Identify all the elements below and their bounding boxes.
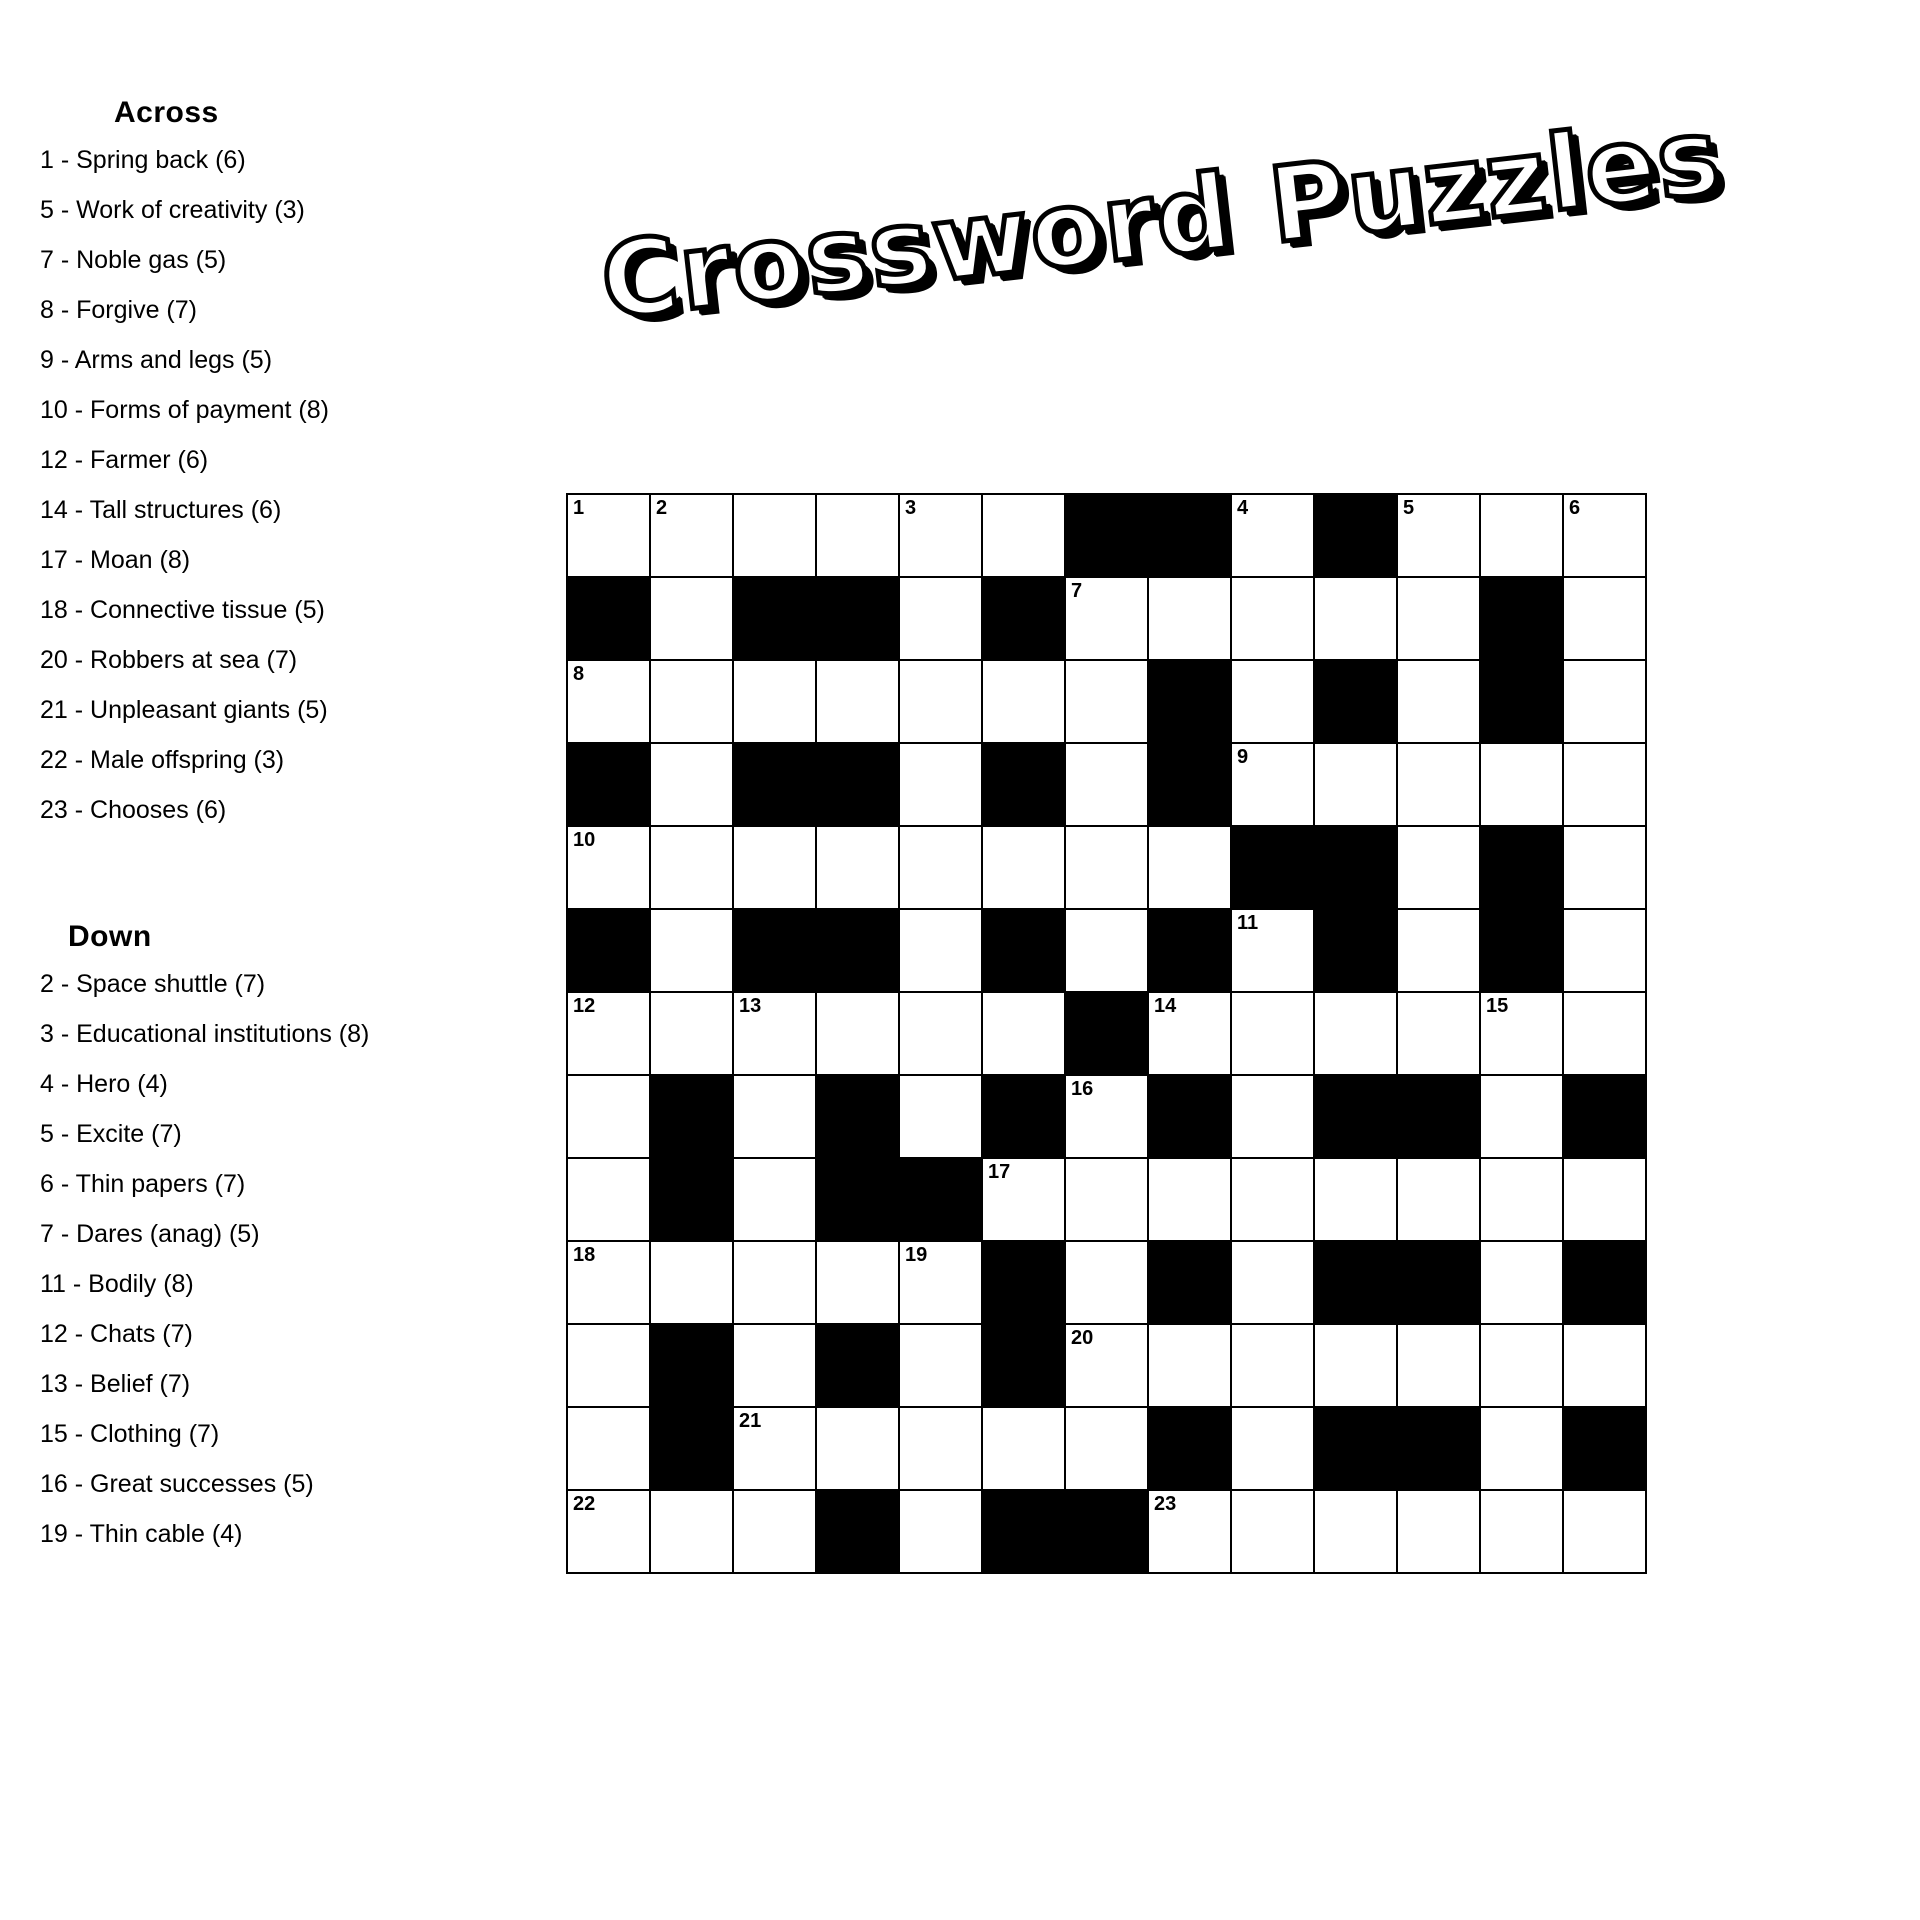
grid-block-cell <box>1480 826 1563 909</box>
grid-cell[interactable] <box>1065 660 1148 743</box>
grid-cell[interactable] <box>650 1490 733 1573</box>
grid-cell[interactable] <box>899 1407 982 1490</box>
crossword-grid[interactable] <box>566 493 1647 1574</box>
grid-row <box>567 1490 1646 1573</box>
grid-cell[interactable] <box>899 660 982 743</box>
grid-cell[interactable] <box>1314 1158 1397 1241</box>
grid-cell[interactable] <box>650 577 733 660</box>
cell-number: 18 <box>573 1244 596 1266</box>
grid-cell[interactable] <box>982 1158 1065 1241</box>
grid-cell[interactable] <box>899 1075 982 1158</box>
grid-cell[interactable] <box>567 826 650 909</box>
clue-item-down-4[interactable]: 5 - Excite (7) <box>40 1120 182 1148</box>
grid-block-cell <box>1397 1241 1480 1324</box>
clue-item-across-11[interactable]: 20 - Robbers at sea (7) <box>40 646 298 674</box>
cell-number: 12 <box>573 995 596 1017</box>
grid-row <box>567 1407 1646 1490</box>
grid-cell[interactable] <box>1314 577 1397 660</box>
grid-cell[interactable] <box>650 1241 733 1324</box>
grid-block-cell <box>733 909 816 992</box>
grid-block-cell <box>1148 909 1231 992</box>
grid-block-cell <box>816 577 899 660</box>
clue-item-down-12[interactable]: 19 - Thin cable (4) <box>40 1520 243 1548</box>
grid-cell[interactable] <box>1563 743 1646 826</box>
grid-cell[interactable] <box>1065 577 1148 660</box>
grid-cell[interactable] <box>567 1075 650 1158</box>
grid-cell[interactable] <box>733 1158 816 1241</box>
grid-block-cell <box>1148 1075 1231 1158</box>
grid-cell[interactable] <box>1231 743 1314 826</box>
grid-block-cell <box>1065 494 1148 577</box>
grid-cell[interactable] <box>650 826 733 909</box>
grid-block-cell <box>1314 494 1397 577</box>
grid-cell[interactable] <box>1480 1241 1563 1324</box>
clue-item-across-13[interactable]: 22 - Male offspring (3) <box>40 746 285 774</box>
grid-cell[interactable] <box>733 1075 816 1158</box>
grid-cell[interactable] <box>1231 1490 1314 1573</box>
grid-cell[interactable] <box>1563 1490 1646 1573</box>
grid-block-cell <box>1314 1407 1397 1490</box>
cell-number: 23 <box>1154 1493 1177 1515</box>
clue-item-down-10[interactable]: 15 - Clothing (7) <box>40 1420 220 1448</box>
grid-block-cell <box>982 909 1065 992</box>
grid-cell[interactable] <box>1397 660 1480 743</box>
grid-cell[interactable] <box>982 1407 1065 1490</box>
down-heading: Down <box>68 920 152 953</box>
grid-cell[interactable] <box>1065 1407 1148 1490</box>
grid-cell[interactable] <box>567 1158 650 1241</box>
page-title: Crossword Puzzles <box>595 94 1728 344</box>
grid-row <box>567 1324 1646 1407</box>
clue-item-across-1[interactable]: 1 - Spring back (6) <box>40 146 246 174</box>
grid-block-cell <box>1397 1407 1480 1490</box>
grid-block-cell <box>1563 1075 1646 1158</box>
grid-cell[interactable] <box>899 494 982 577</box>
grid-cell[interactable] <box>1397 992 1480 1075</box>
grid-cell[interactable] <box>816 1241 899 1324</box>
grid-block-cell <box>982 743 1065 826</box>
grid-block-cell <box>816 743 899 826</box>
grid-cell[interactable] <box>1480 1075 1563 1158</box>
grid-cell[interactable] <box>1148 1324 1231 1407</box>
grid-cell[interactable] <box>1065 909 1148 992</box>
grid-cell[interactable] <box>1563 1158 1646 1241</box>
grid-cell[interactable] <box>1065 1324 1148 1407</box>
grid-block-cell <box>1314 1075 1397 1158</box>
clue-item-across-2[interactable]: 5 - Work of creativity (3) <box>40 196 305 224</box>
grid-block-cell <box>816 1075 899 1158</box>
cell-number: 21 <box>739 1410 762 1432</box>
cell-number: 20 <box>1071 1327 1094 1349</box>
cell-number: 15 <box>1486 995 1509 1017</box>
grid-cell[interactable] <box>1065 1241 1148 1324</box>
grid-cell[interactable] <box>1397 577 1480 660</box>
grid-row <box>567 826 1646 909</box>
grid-block-cell <box>982 1324 1065 1407</box>
grid-cell[interactable] <box>1480 494 1563 577</box>
clue-item-across-10[interactable]: 18 - Connective tissue (5) <box>40 596 325 624</box>
grid-cell[interactable] <box>1397 743 1480 826</box>
grid-block-cell <box>1314 660 1397 743</box>
grid-row <box>567 1158 1646 1241</box>
cell-number: 8 <box>573 663 585 685</box>
grid-block-cell <box>1314 826 1397 909</box>
grid-cell[interactable] <box>1148 577 1231 660</box>
grid-cell[interactable] <box>1065 743 1148 826</box>
cell-number: 7 <box>1071 580 1083 602</box>
grid-row <box>567 743 1646 826</box>
grid-cell[interactable] <box>1231 1407 1314 1490</box>
grid-cell[interactable] <box>1397 1158 1480 1241</box>
grid-cell[interactable] <box>733 1490 816 1573</box>
grid-block-cell <box>733 577 816 660</box>
cell-number: 6 <box>1569 497 1581 519</box>
grid-block-cell <box>567 577 650 660</box>
grid-block-cell <box>816 1490 899 1573</box>
grid-cell[interactable] <box>1563 826 1646 909</box>
cell-number: 14 <box>1154 995 1177 1017</box>
grid-cell[interactable] <box>1231 494 1314 577</box>
grid-block-cell <box>567 909 650 992</box>
grid-block-cell <box>733 743 816 826</box>
grid-block-cell <box>1563 1407 1646 1490</box>
grid-cell[interactable] <box>733 992 816 1075</box>
grid-cell[interactable] <box>1231 577 1314 660</box>
cell-number: 16 <box>1071 1078 1094 1100</box>
grid-cell[interactable] <box>1231 1241 1314 1324</box>
clue-item-across-6[interactable]: 10 - Forms of payment (8) <box>40 396 329 424</box>
grid-cell[interactable] <box>733 1407 816 1490</box>
grid-cell[interactable] <box>1397 1324 1480 1407</box>
clue-item-down-5[interactable]: 6 - Thin papers (7) <box>40 1170 246 1198</box>
cell-number: 5 <box>1403 497 1415 519</box>
grid-block-cell <box>982 577 1065 660</box>
clue-item-down-3[interactable]: 4 - Hero (4) <box>40 1070 168 1098</box>
grid-cell[interactable] <box>1231 1158 1314 1241</box>
grid-cell[interactable] <box>733 660 816 743</box>
grid-block-cell <box>1480 660 1563 743</box>
grid-cell[interactable] <box>733 494 816 577</box>
grid-cell[interactable] <box>1314 743 1397 826</box>
cell-number: 17 <box>988 1161 1011 1183</box>
clue-item-across-12[interactable]: 21 - Unpleasant giants (5) <box>40 696 328 724</box>
grid-block-cell <box>650 1407 733 1490</box>
down-clue-list <box>40 972 510 1572</box>
grid-block-cell <box>816 909 899 992</box>
grid-block-cell <box>1397 1075 1480 1158</box>
grid-cell[interactable] <box>816 494 899 577</box>
grid-cell[interactable] <box>899 909 982 992</box>
clue-item-across-5[interactable]: 9 - Arms and legs (5) <box>40 346 273 374</box>
grid-block-cell <box>567 743 650 826</box>
cell-number: 1 <box>573 497 585 519</box>
grid-block-cell <box>1065 1490 1148 1573</box>
grid-cell[interactable] <box>1397 909 1480 992</box>
grid-cell[interactable] <box>1314 1490 1397 1573</box>
grid-block-cell <box>816 1158 899 1241</box>
grid-row <box>567 909 1646 992</box>
grid-block-cell <box>816 1324 899 1407</box>
clues-panel <box>40 96 510 1572</box>
grid-cell[interactable] <box>1148 1490 1231 1573</box>
grid-block-cell <box>1148 743 1231 826</box>
grid-cell[interactable] <box>567 1324 650 1407</box>
grid-row <box>567 1241 1646 1324</box>
grid-cell[interactable] <box>1397 826 1480 909</box>
grid-cell[interactable] <box>1397 1490 1480 1573</box>
grid-row <box>567 494 1646 577</box>
grid-cell[interactable] <box>1314 992 1397 1075</box>
cell-number: 9 <box>1237 746 1249 768</box>
grid-block-cell <box>650 1324 733 1407</box>
grid-cell[interactable] <box>1397 494 1480 577</box>
grid-cell[interactable] <box>1480 1490 1563 1573</box>
grid-block-cell <box>1148 1407 1231 1490</box>
grid-cell[interactable] <box>1563 577 1646 660</box>
grid-block-cell <box>1563 1241 1646 1324</box>
grid-cell[interactable] <box>567 660 650 743</box>
clue-item-across-3[interactable]: 7 - Noble gas (5) <box>40 246 227 274</box>
grid-block-cell <box>1314 909 1397 992</box>
grid-cell[interactable] <box>1563 1324 1646 1407</box>
grid-cell[interactable] <box>567 992 650 1075</box>
clue-item-across-4[interactable]: 8 - Forgive (7) <box>40 296 197 324</box>
grid-cell[interactable] <box>899 1241 982 1324</box>
clue-item-across-9[interactable]: 17 - Moan (8) <box>40 546 191 574</box>
clue-item-down-7[interactable]: 11 - Bodily (8) <box>40 1270 194 1298</box>
grid-cell[interactable] <box>982 660 1065 743</box>
cell-number: 11 <box>1237 912 1259 934</box>
grid-block-cell <box>1480 577 1563 660</box>
grid-cell[interactable] <box>816 992 899 1075</box>
grid-cell[interactable] <box>1480 1158 1563 1241</box>
grid-cell[interactable] <box>816 660 899 743</box>
cell-number: 19 <box>905 1244 928 1266</box>
grid-cell[interactable] <box>1065 826 1148 909</box>
grid-cell[interactable] <box>567 494 650 577</box>
grid-cell[interactable] <box>650 992 733 1075</box>
grid-cell[interactable] <box>899 1490 982 1573</box>
grid-cell[interactable] <box>982 992 1065 1075</box>
grid-cell[interactable] <box>1231 660 1314 743</box>
grid-block-cell <box>1065 992 1148 1075</box>
grid-cell[interactable] <box>1231 992 1314 1075</box>
grid-block-cell <box>1148 1241 1231 1324</box>
grid-cell[interactable] <box>1148 826 1231 909</box>
grid-block-cell <box>1148 660 1231 743</box>
grid-cell[interactable] <box>899 743 982 826</box>
grid-cell[interactable] <box>1480 1407 1563 1490</box>
grid-cell[interactable] <box>1231 1324 1314 1407</box>
clue-item-down-8[interactable]: 12 - Chats (7) <box>40 1320 193 1348</box>
grid-row <box>567 660 1646 743</box>
grid-cell[interactable] <box>1148 992 1231 1075</box>
grid-cell[interactable] <box>899 992 982 1075</box>
grid-cell[interactable] <box>650 660 733 743</box>
grid-cell[interactable] <box>816 826 899 909</box>
grid-cell[interactable] <box>1480 1324 1563 1407</box>
grid-block-cell <box>650 1158 733 1241</box>
clue-item-across-14[interactable]: 23 - Chooses (6) <box>40 796 227 824</box>
grid-row <box>567 1075 1646 1158</box>
across-heading: Across <box>114 96 219 129</box>
grid-cell[interactable] <box>982 826 1065 909</box>
grid-cell[interactable] <box>733 1324 816 1407</box>
grid-cell[interactable] <box>567 1407 650 1490</box>
grid-cell[interactable] <box>567 1241 650 1324</box>
grid-row <box>567 577 1646 660</box>
clue-item-across-7[interactable]: 12 - Farmer (6) <box>40 446 209 474</box>
grid-cell[interactable] <box>1314 1324 1397 1407</box>
grid-cell[interactable] <box>1563 660 1646 743</box>
grid-block-cell <box>982 1490 1065 1573</box>
grid-block-cell <box>1148 494 1231 577</box>
grid-cell[interactable] <box>1065 1075 1148 1158</box>
grid-block-cell <box>1231 826 1314 909</box>
grid-cell[interactable] <box>1563 992 1646 1075</box>
grid-cell[interactable] <box>650 909 733 992</box>
grid-cell[interactable] <box>982 494 1065 577</box>
cell-number: 10 <box>573 829 596 851</box>
grid-cell[interactable] <box>1563 909 1646 992</box>
grid-block-cell <box>1480 909 1563 992</box>
cell-number: 3 <box>905 497 917 519</box>
grid-cell[interactable] <box>733 1241 816 1324</box>
grid-cell[interactable] <box>899 826 982 909</box>
cell-number: 13 <box>739 995 762 1017</box>
grid-block-cell <box>1314 1241 1397 1324</box>
grid-cell[interactable] <box>567 1490 650 1573</box>
cell-number: 4 <box>1237 497 1249 519</box>
grid-cell[interactable] <box>733 826 816 909</box>
grid-block-cell <box>899 1158 982 1241</box>
grid-cell[interactable] <box>650 743 733 826</box>
grid-cell[interactable] <box>1480 743 1563 826</box>
grid-row <box>567 992 1646 1075</box>
clue-item-down-1[interactable]: 2 - Space shuttle (7) <box>40 970 266 998</box>
grid-cell[interactable] <box>1480 992 1563 1075</box>
clue-item-down-2[interactable]: 3 - Educational institutions (8) <box>40 1020 370 1048</box>
cell-number: 22 <box>573 1493 596 1515</box>
clue-item-down-9[interactable]: 13 - Belief (7) <box>40 1370 191 1398</box>
grid-cell[interactable] <box>1563 494 1646 577</box>
grid-block-cell <box>650 1075 733 1158</box>
grid-cell[interactable] <box>1231 909 1314 992</box>
grid-block-cell <box>982 1241 1065 1324</box>
grid-cell[interactable] <box>816 1407 899 1490</box>
grid-block-cell <box>982 1075 1065 1158</box>
grid-cell[interactable] <box>1065 1158 1148 1241</box>
clue-item-down-11[interactable]: 16 - Great successes (5) <box>40 1470 314 1498</box>
across-clue-list <box>40 148 510 848</box>
grid-cell[interactable] <box>1231 1075 1314 1158</box>
grid-cell[interactable] <box>899 1324 982 1407</box>
grid-cell[interactable] <box>899 577 982 660</box>
grid-cell[interactable] <box>1148 1158 1231 1241</box>
grid-cell[interactable] <box>650 494 733 577</box>
clue-item-down-6[interactable]: 7 - Dares (anag) (5) <box>40 1220 260 1248</box>
clue-item-across-8[interactable]: 14 - Tall structures (6) <box>40 496 282 524</box>
cell-number: 2 <box>656 497 668 519</box>
